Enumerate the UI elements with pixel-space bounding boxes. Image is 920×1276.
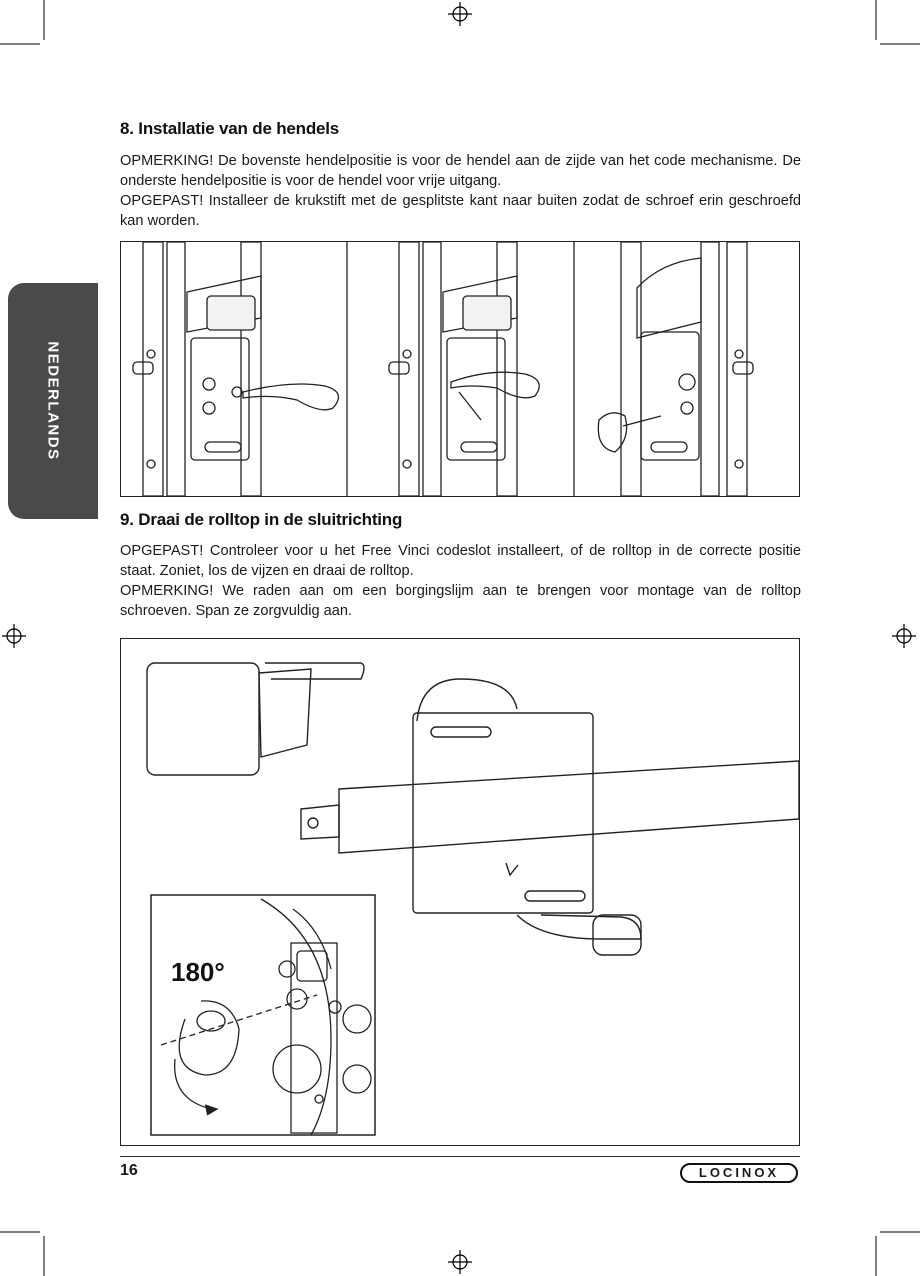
rotation-angle-label: 180° — [171, 957, 225, 987]
registration-mark-bottom — [448, 1250, 472, 1274]
registration-mark-right — [892, 624, 916, 648]
section-8-note: OPMERKING! De bovenste hendelpositie is voor de hendel aan de zijde van het code mechanisme. De onderste hendelpositie is voor de hendel voor vrije uitgang. — [120, 153, 801, 189]
section-8-caution: OPGEPAST! Installeer de krukstift met de gesplitste kant naar buiten zodat de schroef erin geschroefd kan worden. — [120, 193, 801, 229]
page-number: 16 — [120, 1162, 138, 1179]
section-9-text — [120, 541, 801, 621]
section-9-caution: OPGEPAST! Controleer voor u het Free Vinci codeslot installeert, of de rolltop in de correcte positie staat. Zoniet, los de vijzen en draai de rolltop. — [120, 543, 801, 579]
section-9-note: OPMERKING! We raden aan om een borgingslijm aan te brengen voor montage van de rolltop schroeven. Span ze zorgvuldig aan. — [120, 583, 801, 619]
section-8-heading: 8. Installatie van de hendels — [120, 119, 340, 138]
registration-mark-top — [448, 2, 472, 26]
section-9-heading: 9. Draai de rolltop in de sluitrichting — [120, 510, 403, 529]
registration-mark-left — [2, 624, 26, 648]
handle-installation-illustration — [121, 242, 799, 496]
language-side-tab — [8, 283, 98, 519]
footer-divider — [120, 1156, 800, 1157]
figure-handle-installation — [120, 241, 800, 497]
rolltop-illustration — [121, 639, 799, 1145]
figure-rolltop-rotation — [120, 638, 800, 1146]
section-8-text — [120, 151, 801, 231]
brand-logo: LOCINOX — [680, 1163, 798, 1183]
side-tab-label: NEDERLANDS — [44, 341, 62, 461]
